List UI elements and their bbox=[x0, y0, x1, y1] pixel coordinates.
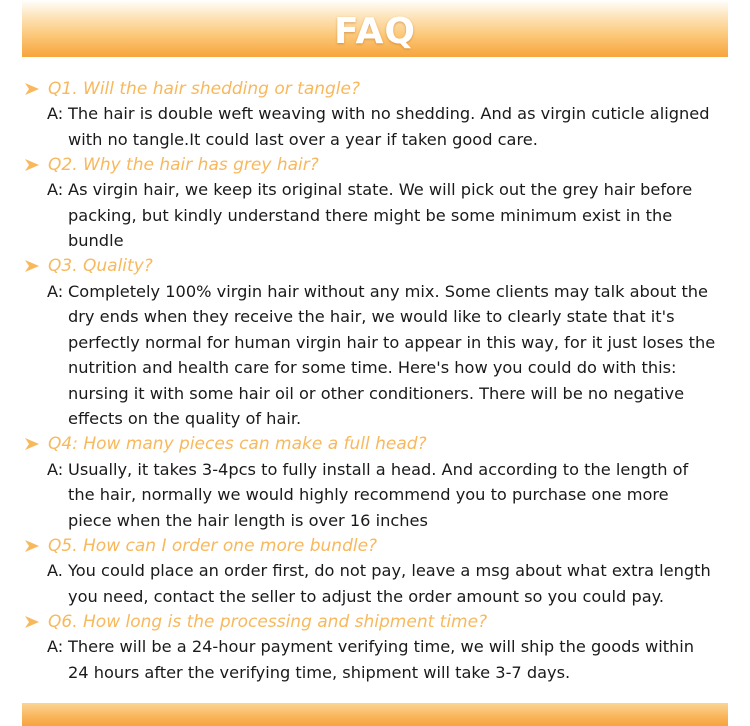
answer-line: you need, contact the seller to adjust the order amount so you could pay. bbox=[68, 586, 665, 606]
answer-line: nursing it with some hair oil or other conditioners. There will be no negative bbox=[68, 383, 685, 403]
answer-line: bundle bbox=[68, 231, 124, 250]
arrowhead-icon bbox=[24, 82, 40, 96]
faq-item bbox=[24, 76, 744, 152]
arrowhead-icon bbox=[24, 539, 40, 553]
answer-line: piece when the hair length is over 16 inches bbox=[68, 510, 428, 530]
faq-item bbox=[24, 533, 744, 609]
footer-bar bbox=[22, 703, 728, 726]
answer-line: dry ends when they receive the hair, we would like to clearly state that it's bbox=[68, 307, 675, 326]
answer-prefix: A: bbox=[47, 459, 64, 479]
faq-item bbox=[24, 152, 744, 254]
arrowhead-icon bbox=[24, 158, 40, 172]
faq-answer bbox=[47, 457, 744, 534]
faq-answer bbox=[47, 101, 744, 152]
arrowhead-icon bbox=[24, 615, 40, 629]
answer-prefix: A: bbox=[47, 281, 64, 301]
answer-line: As virgin hair, we keep its original state. We will pick out the grey hair before bbox=[68, 180, 693, 199]
faq-question bbox=[24, 533, 744, 558]
faq-header-banner bbox=[22, 0, 728, 57]
answer-prefix: A: bbox=[47, 180, 64, 199]
faq-question bbox=[24, 432, 744, 457]
faq-question-text: Q4: How many pieces can make a full head? bbox=[48, 434, 427, 454]
page-title: FAQ bbox=[334, 10, 416, 52]
answer-line: with no tangle.It could last over a year if taken good care. bbox=[68, 129, 538, 149]
answer-line: nutrition and health care for some time. Here's how you could do with this: bbox=[68, 358, 677, 377]
answer-line: Completely 100% virgin hair without any mix. Some clients may talk about the bbox=[68, 281, 709, 301]
answer-prefix: A: bbox=[47, 637, 64, 656]
answer-line: perfectly normal for human virgin hair to appear in this way, for it just loses the bbox=[68, 332, 716, 352]
answer-line: There will be a 24-hour payment verifying time, we will ship the goods within bbox=[68, 637, 695, 656]
faq-question bbox=[24, 152, 744, 177]
faq-list bbox=[24, 76, 744, 685]
faq-question-text: Q3. Quality? bbox=[48, 256, 153, 276]
faq-question bbox=[24, 76, 744, 101]
answer-line: the hair, normally we would highly recommend you to purchase one more bbox=[68, 485, 669, 504]
arrowhead-icon bbox=[24, 437, 40, 451]
answer-line: The hair is double weft weaving with no shedding. And as virgin cuticle aligned bbox=[68, 104, 710, 123]
faq-question bbox=[24, 254, 744, 279]
faq-item bbox=[24, 609, 744, 685]
faq-question-text: Q6. How long is the processing and shipment time? bbox=[48, 611, 488, 632]
faq-answer bbox=[47, 634, 744, 685]
faq-question-text: Q2. Why the hair has grey hair? bbox=[48, 154, 319, 175]
answer-line: Usually, it takes 3-4pcs to fully install a head. And according to the length of bbox=[68, 459, 689, 479]
answer-prefix: A: bbox=[47, 104, 64, 123]
faq-item bbox=[24, 432, 744, 534]
answer-line: effects on the quality of hair. bbox=[68, 409, 302, 428]
faq-answer bbox=[47, 177, 744, 254]
faq-question-text: Q1. Will the hair shedding or tangle? bbox=[48, 78, 361, 99]
faq-answer bbox=[47, 279, 744, 432]
answer-line: You could place an order first, do not pay, leave a msg about what extra length bbox=[68, 561, 711, 580]
arrowhead-icon bbox=[24, 259, 40, 273]
answer-line: packing, but kindly understand there might be some minimum exist in the bbox=[68, 205, 673, 225]
faq-question bbox=[24, 609, 744, 634]
faq-question-text: Q5. How can I order one more bundle? bbox=[48, 535, 378, 556]
faq-item bbox=[24, 254, 744, 432]
answer-prefix: A. bbox=[47, 561, 63, 580]
answer-line: 24 hours after the verifying time, shipment will take 3-7 days. bbox=[68, 662, 571, 682]
faq-answer bbox=[47, 558, 744, 609]
